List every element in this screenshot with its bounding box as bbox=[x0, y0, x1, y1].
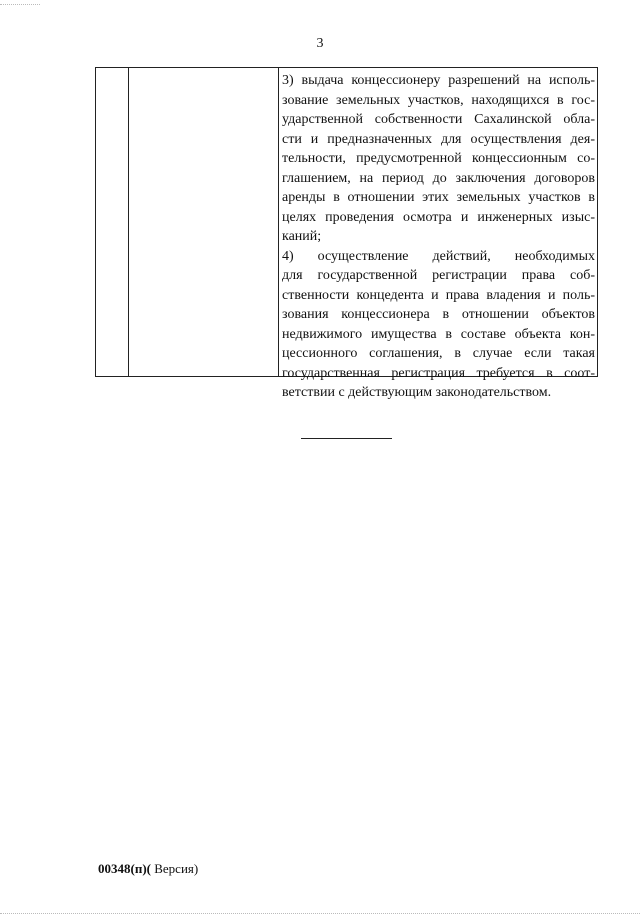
text-line: аренды в отношении этих земельных участков в bbox=[282, 190, 595, 205]
text-line: ударственной собственности Сахалинской обла- bbox=[282, 112, 595, 127]
text-line: зования концессионера в отношении объектов bbox=[282, 307, 595, 322]
text-line: государственная регистрация требуется в соот- bbox=[282, 365, 595, 381]
document-version: Версия) bbox=[150, 861, 199, 876]
text-line: сти и предназначенных для осуществления дея- bbox=[282, 131, 595, 147]
text-line: ветствии с действующим законодательством. bbox=[282, 385, 552, 400]
table-cell-text bbox=[279, 71, 597, 403]
page-number: 3 bbox=[316, 36, 324, 51]
text-line: ственности концедента и права владения и поль- bbox=[282, 287, 595, 303]
text-line: глашением, на период до заключения договоров bbox=[282, 170, 595, 186]
text-line: зование земельных участков, находящихся в гос- bbox=[282, 92, 595, 108]
text-line: 4) осуществление действий, необходимых bbox=[282, 248, 595, 264]
separator-rule bbox=[301, 438, 392, 439]
scan-artifact-top bbox=[0, 4, 40, 5]
table-column-divider-1 bbox=[128, 68, 129, 376]
text-line: целях проведения осмотра и инженерных изыс- bbox=[282, 209, 595, 225]
text-line: каний; bbox=[282, 229, 322, 244]
text-line: недвижимого имущества в составе объекта кон- bbox=[282, 326, 595, 342]
scan-artifact-bottom bbox=[0, 913, 640, 914]
text-line: 3) выдача концессионеру разрешений на исполь- bbox=[282, 73, 595, 88]
document-table bbox=[95, 67, 598, 400]
document-code-number: 00348(п)( bbox=[98, 861, 151, 876]
text-line: тельности, предусмотренной концессионным со- bbox=[282, 151, 595, 166]
text-line: для государственной регистрации права соб- bbox=[282, 268, 595, 283]
text-line: цессионного соглашения, в случае если такая bbox=[282, 346, 595, 361]
document-code bbox=[98, 861, 198, 877]
